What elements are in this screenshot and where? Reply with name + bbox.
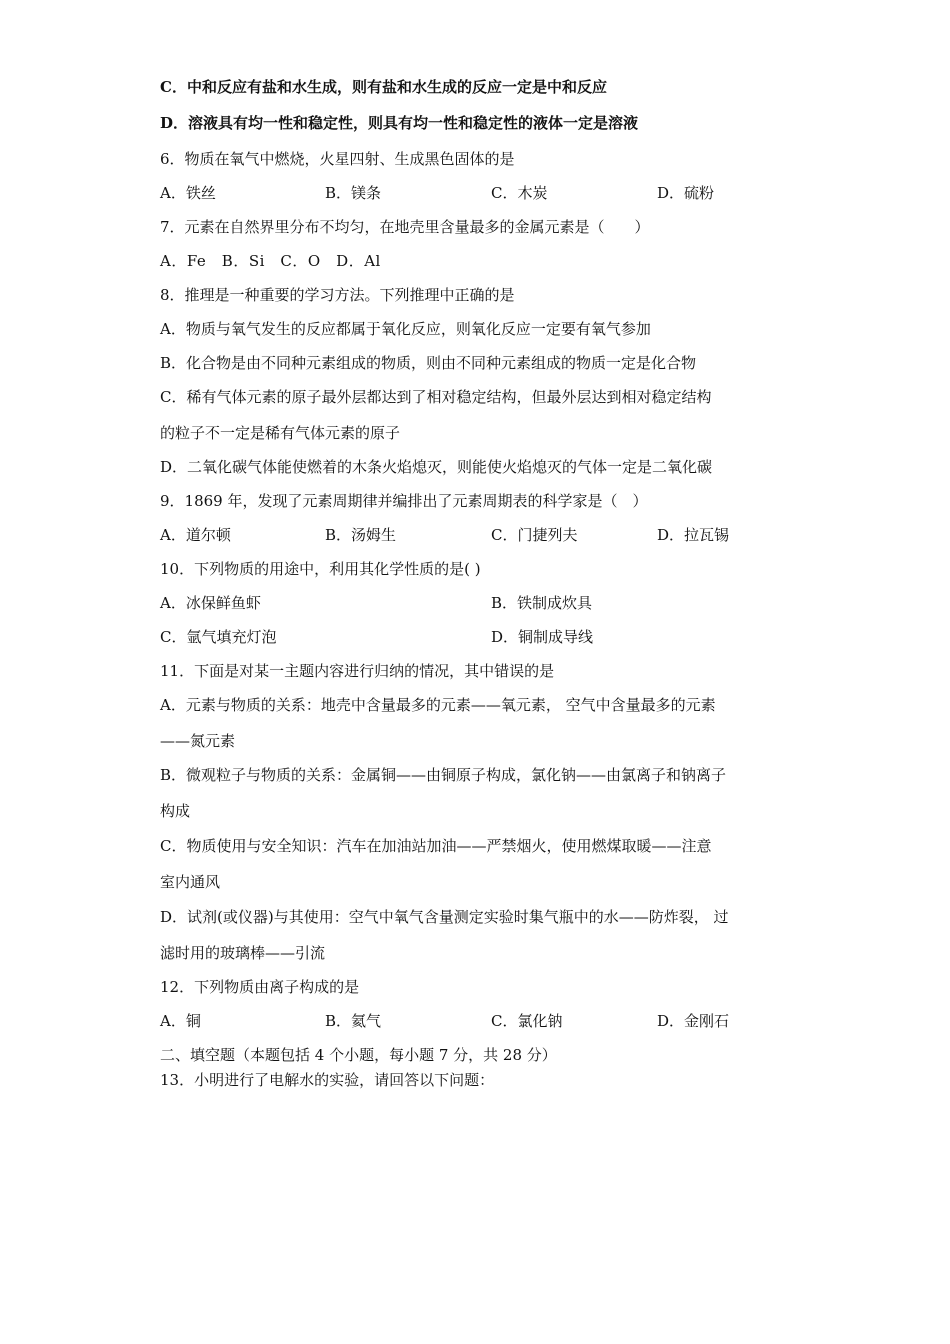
q8-option-a: A．物质与氧气发生的反应都属于氧化反应，则氧化反应一定要有氧气参加	[160, 320, 651, 338]
q11-option-b-line2: 构成	[160, 802, 191, 820]
q10-option-c: C．氩气填充灯泡	[160, 628, 277, 646]
q11-option-a-line2: ——氮元素	[160, 732, 236, 750]
q11-option-b-line1: B．微观粒子与物质的关系：金属铜——由铜原子构成，氯化钠——由氯离子和钠离子	[160, 766, 727, 784]
q12-stem: 12．下列物质由离子构成的是	[160, 978, 360, 996]
q8-option-c-line2: 的粒子不一定是稀有气体元素的原子	[160, 424, 401, 442]
q8-stem: 8．推理是一种重要的学习方法。下列推理中正确的是	[160, 286, 515, 304]
q9-option-c: C．门捷列夫	[491, 526, 578, 544]
q8-option-b: B．化合物是由不同种元素组成的物质，则由不同种元素组成的物质一定是化合物	[160, 354, 697, 372]
q6-option-c: C．木炭	[491, 184, 548, 202]
q11-option-d-line2: 滤时用的玻璃棒——引流	[160, 944, 326, 962]
q10-option-d: D．铜制成导线	[491, 628, 594, 646]
q9-option-b: B．汤姆生	[325, 526, 397, 544]
q12-option-d: D．金刚石	[657, 1012, 730, 1030]
q6-option-b: B．镁条	[325, 184, 382, 202]
q9-option-a: A．道尔顿	[160, 526, 231, 544]
q8-option-d: D．二氧化碳气体能使燃着的木条火焰熄灭，则能使火焰熄灭的气体一定是二氧化碳	[160, 458, 713, 476]
q5-option-d: D．溶液具有均一性和稳定性，则具有均一性和稳定性的液体一定是溶液	[160, 114, 639, 132]
q11-stem: 11．下面是对某一主题内容进行归纳的情况，其中错误的是	[160, 662, 555, 680]
q9-option-d: D．拉瓦锡	[657, 526, 730, 544]
q11-option-c-line2: 室内通风	[160, 873, 221, 891]
q13-stem: 13．小明进行了电解水的实验，请回答以下问题：	[160, 1071, 495, 1089]
q10-option-b: B．铁制成炊具	[491, 594, 593, 612]
q6-stem: 6．物质在氧气中燃烧，火星四射、生成黑色固体的是	[160, 150, 515, 168]
q12-option-c: C．氯化钠	[491, 1012, 563, 1030]
q5-option-c: C．中和反应有盐和水生成，则有盐和水生成的反应一定是中和反应	[160, 78, 607, 96]
q7-options: A．Fe B．Si C．O D．Al	[160, 252, 381, 270]
q7-stem: 7．元素在自然界里分布不均匀，在地壳里含量最多的金属元素是（ ）	[160, 218, 650, 236]
q6-option-d: D．硫粉	[657, 184, 715, 202]
section-heading: 二、填空题（本题包括 4 个小题，每小题 7 分，共 28 分）	[160, 1046, 557, 1064]
q11-option-d-line1: D．试剂(或仪器)与其使用：空气中氧气含量测定实验时集气瓶中的水——防炸裂， 过	[160, 908, 729, 926]
q6-option-a: A．铁丝	[160, 184, 216, 202]
q9-stem: 9．1869 年，发现了元素周期律并编排出了元素周期表的科学家是（ ）	[160, 492, 648, 510]
q10-stem: 10．下列物质的用途中，利用其化学性质的是( )	[160, 560, 481, 578]
q12-option-a: A．铜	[160, 1012, 201, 1030]
q11-option-c-line1: C．物质使用与安全知识：汽车在加油站加油——严禁烟火，使用燃煤取暖——注意	[160, 837, 712, 855]
q10-option-a: A．冰保鲜鱼虾	[160, 594, 261, 612]
q8-option-c-line1: C．稀有气体元素的原子最外层都达到了相对稳定结构，但最外层达到相对稳定结构	[160, 388, 712, 406]
q11-option-a-line1: A．元素与物质的关系：地壳中含量最多的元素——氧元素， 空气中含量最多的元素	[160, 696, 716, 714]
q12-option-b: B．氦气	[325, 1012, 382, 1030]
